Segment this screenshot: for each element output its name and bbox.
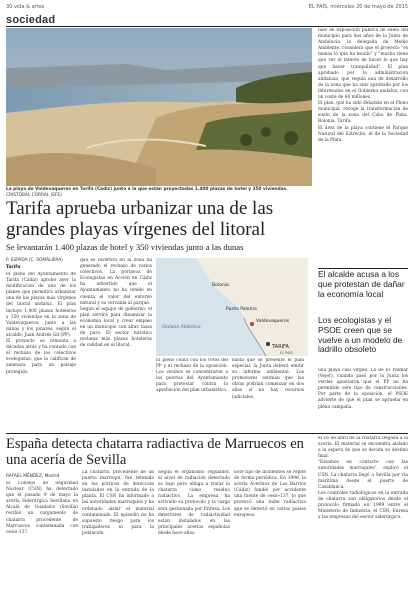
story1-subhead: Se levantarán 1.400 plazas de hotel y 350 viviendas junto a las dunas [6, 242, 244, 252]
story1-headline: Tarifa aprueba urbanizar una de las grandes playas vírgenes del litoral [6, 198, 274, 240]
beach-photo-graphic [6, 28, 312, 186]
story1-place: Tarifa [6, 265, 21, 270]
map-label-valdevaqueros: Valdevaqueros [256, 319, 290, 324]
location-map-graphic [156, 258, 308, 356]
section-rule [6, 26, 408, 27]
location-map [156, 258, 308, 356]
story2-column-1: El Consejo de Seguridad Nuclear (CSN) ha detectado que el pasado 9 de mayo la acería Siderúrgica Sevillana en Alcalá de Guadaíra (Sevilla) recibió un cargamento de chatarra procedente de Marruecos contaminada con cesio-137. [6, 481, 78, 535]
valdevaqueros-marker [250, 322, 254, 326]
section-title: sociedad [6, 14, 56, 26]
story2-column-4: Este tipo de incidentes se repite de forma periódica. En 1998, la acería Acerinox de Los Barrios (Cádiz) fundió por accidente una fuente de cesio-137, lo que provocó una nube radiactiva que se detectó en varios países europeos. [234, 470, 306, 518]
caption-text: La playa de Valdevaqueros en Tarifa (Cádiz) junto a la que están proyectadas 1.400 plazas de hotel y 350 viviendas. [6, 187, 288, 192]
map-label-tarifa: TARIFA [272, 344, 289, 350]
story1-column-3: hasta que se presente el plan especial, la Junta deberá emitir su informe ambiental. Los promotores estiman que las obras podrían comenzar en dos años si no hay recursos judiciales. [232, 358, 304, 400]
map-source: EL PAÍS [280, 351, 293, 355]
story1-column-1: El pleno del Ayuntamiento de Tarifa (Cádiz) aprobó ayer la modificación de uno de los planes que permitirá urbanizar una de las playas más vírgenes del litoral andaluz. El plan incluye 1.400 plazas hoteleras y 350 viviendas en la zona de Valdevaqueros, junto a las dunas y los pinares, según el alcalde, Juan Andrés Gil (PP). El proyecto se remonta a décadas atrás y ha contado con el rechazo de los colectivos ecologistas, que lo califican de amenaza para un paisaje protegido. [6, 272, 76, 375]
page-date: EL PAÍS, miércoles 20 de mayo de 2015 [308, 4, 408, 10]
story-divider [6, 433, 408, 434]
map-label-punta-paloma: Punta Paloma [226, 307, 257, 312]
story2-column-2: La chatarra, procedente de un puerto marroquí, fue retenida en los pórticos de detección instalados en la entrada de la planta. El CSN ha informado a las autoridades marroquíes y ha ordenado aislar el material contaminado. El episodio no ha supuesto riesgo para los trabajadores ni para la población. [82, 470, 154, 536]
story2-column-5: el 16 de abril de la chatarra llegada a la acería. El material se encuentra aislado a la espera de que se decida su destino final. "Estamos en contacto con las autoridades marroquíes", explicó el CSN. La chatarra llegó a Sevilla por vía marítima desde el puerto de Casablanca. Los controles radiológicos en la entrada de chatarra son obligatorios desde el protocolo firmado en 1999 entre el Ministerio de Industria, el CSN, Enresa y las empresas del sector siderúrgico. [318, 436, 408, 521]
pull-quote-1: El alcalde acusa a los que protestan de dañar la economía local [318, 269, 405, 299]
map-label-sea: Océano Atlántico [162, 325, 201, 330]
pull-quote-2: Los ecologistas y el PSOE creen que se vuelve a un modelo de ladrillo obsoleto [318, 315, 403, 355]
story1-column-right: fase de exposición pública de suelo del municipio para dos años de la Junta de Andalucía, la delegada de Medio Ambiente, considera que el proyecto "es menos lo que ha tenido" y "mucho tiene que ver el interés de hacer lo que hay que hacer tranquilidad". El plan aprobado por la administración andaluza, que regula una de desarrollo de la zona que ha sido aprobado por los interesados en el Gobierno andaluz, con un coste de 66 millones. El plan, que ha sido debatido en el Pleno municipal, recoge la transformación de suelo de la zona del Cabo de Plata, Bolonia, Tarifa. El área de la playa contiene el Parque Natural del Estrecho, el de la Sociedad de la Plata. [318, 28, 408, 143]
story1-byline: P. ESPADA (C. SOMALIERA) [6, 258, 63, 263]
story2-column-3: Según el organismo regulador, el nivel de radiación detectado es bajo pero obliga a tratar la chatarra como residuo radiactivo. La empresa ha activado su protocolo y la carga será gestionada por Enresa. Los detectores de radiactividad están instalados en las principales acerías españolas desde hace años. [158, 470, 230, 536]
story2-byline: RAFAEL MÉNDEZ, Madrid [6, 474, 60, 479]
page-folio: 30 vida & artes [6, 4, 45, 10]
story1-column-2: que se invertirá en la zona ha generado el rechazo de varios colectivos. La portavoz de Ecologistas en Acción en Cádiz ha advertido que el Ayuntamiento no ha tenido en cuenta el valor del entorno natural y su cercanía al parque. Según el equipo de gobierno, el plan servirá para dinamizar la economía local y crear empleo en un municipio con altas tasas de paro. El sector turístico reclama más plazas hoteleras de calidad en el litoral. [80, 258, 152, 349]
story1-column-4: El pleno contó con los votos del PP y el rechazo de la oposición. Los vecinos se concentraron a las puertas del Ayuntamiento para protestar contra la aprobación del plan urbanístico. [156, 358, 228, 394]
tarifa-marker [266, 342, 270, 346]
story2-headline: España detecta chatarra radiactiva de Marruecos en una acería de Sevilla [6, 436, 304, 468]
beach-photo [6, 28, 312, 186]
map-label-bolonia: Bolonia [212, 283, 229, 288]
story1-column-right-2: una playa casi virgen. La de El Palmar (Vejer), cuando pasó por la Junta los verdes apuntaron que el PP no ha permitido este tipo de construcciones. Por parte de la oposición, el PSOE advierte de que el plan se aprueba en plena campaña. [318, 368, 408, 410]
caption-credit: CRISTÓBAL CORRAL (EFE) [6, 193, 62, 198]
